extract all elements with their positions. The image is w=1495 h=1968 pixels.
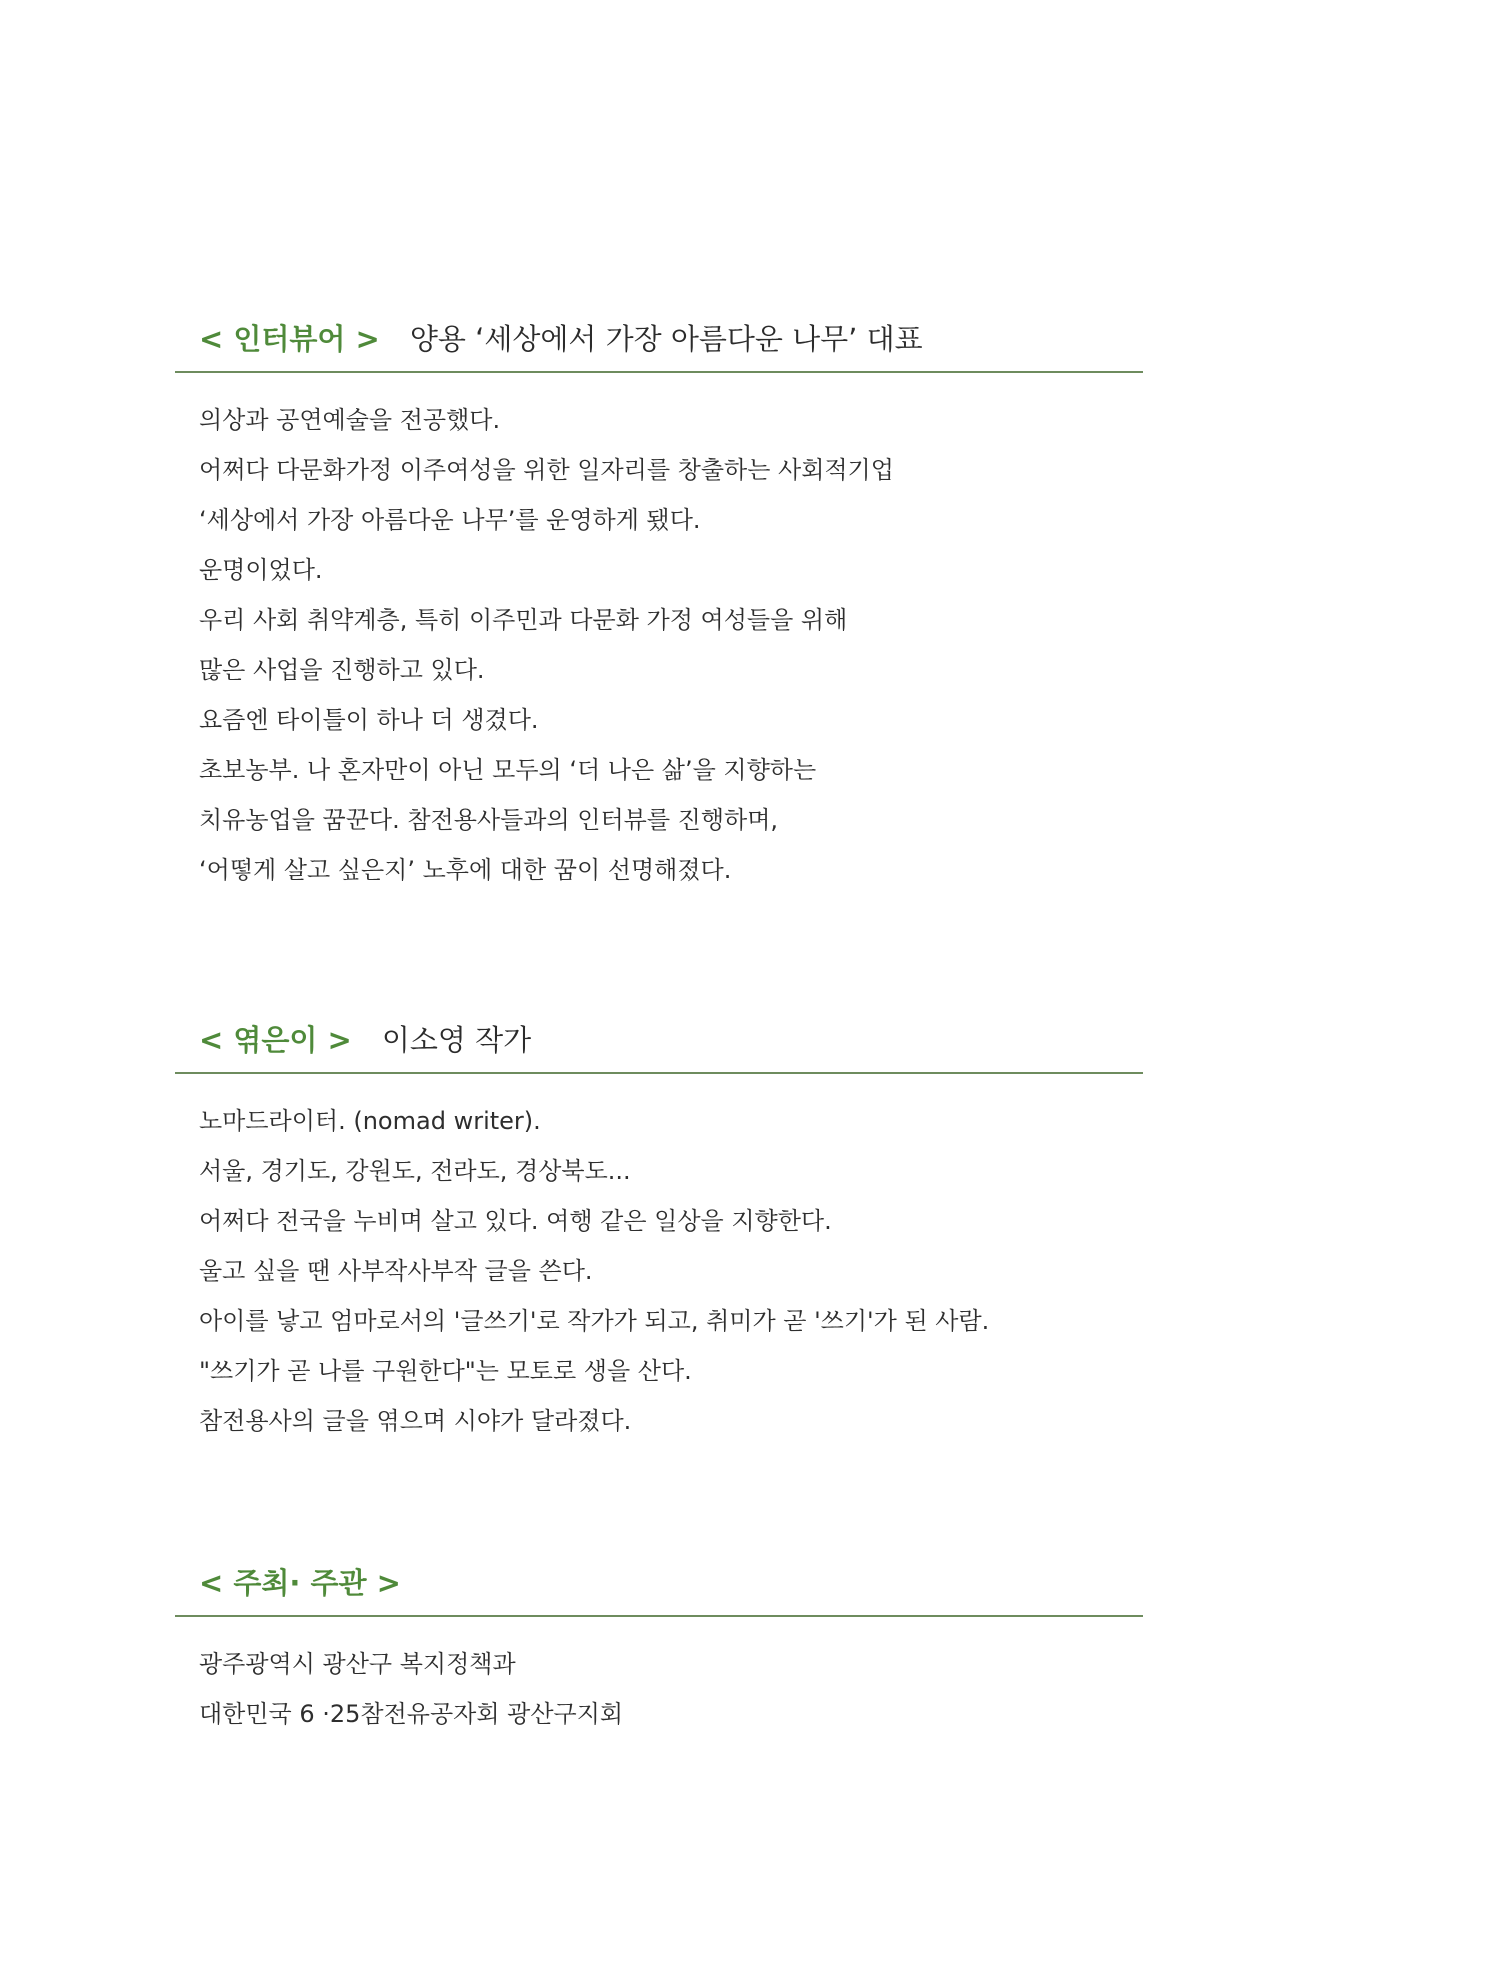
bio-line: 우리 사회 취약계층, 특히 이주민과 다문화 가정 여성들을 위해 bbox=[199, 606, 848, 634]
host-heading bbox=[175, 1557, 1143, 1617]
bio-line: 치유농업을 꿈꾼다. 참전용사들과의 인터뷰를 진행하며, bbox=[199, 806, 779, 834]
interviewer-bio bbox=[175, 373, 1143, 895]
interviewer-title: 양용 ‘세상에서 가장 아름다운 나무’ 대표 bbox=[409, 322, 923, 356]
host-list bbox=[175, 1617, 1143, 1739]
bio-line: 요즘엔 타이틀이 하나 더 생겼다. bbox=[199, 706, 539, 734]
editor-heading bbox=[175, 1014, 1143, 1074]
bio-line: 어쩌다 다문화가정 이주여성을 위한 일자리를 창출하는 사회적기업 bbox=[199, 456, 894, 484]
bio-line: 참전용사의 글을 엮으며 시야가 달라졌다. bbox=[199, 1407, 632, 1435]
bio-line: ‘어떻게 살고 싶은지’ 노후에 대한 꿈이 선명해졌다. bbox=[199, 856, 732, 884]
host-line: 광주광역시 광산구 복지정책과 bbox=[199, 1650, 516, 1678]
editor-bio bbox=[175, 1074, 1143, 1446]
bio-line: "쓰기가 곧 나를 구원한다"는 모토로 생을 산다. bbox=[199, 1357, 692, 1385]
host-line: 대한민국 6 ·25참전유공자회 광산구지회 bbox=[199, 1700, 624, 1728]
bio-line: 서울, 경기도, 강원도, 전라도, 경상북도... bbox=[199, 1157, 631, 1185]
bio-line: 어쩌다 전국을 누비며 살고 있다. 여행 같은 일상을 지향한다. bbox=[199, 1207, 832, 1235]
bio-line: 노마드라이터. (nomad writer). bbox=[199, 1107, 541, 1135]
bio-line: 초보농부. 나 혼자만이 아닌 모두의 ‘더 나은 삶’을 지향하는 bbox=[199, 756, 817, 784]
editor-section bbox=[175, 1014, 1143, 1446]
bio-line: 울고 싶을 땐 사부작사부작 글을 쓴다. bbox=[199, 1257, 593, 1285]
bio-line: 아이를 낳고 엄마로서의 '글쓰기'로 작가가 되고, 취미가 곧 '쓰기'가 된 사람. bbox=[199, 1307, 990, 1335]
host-section bbox=[175, 1557, 1143, 1739]
bio-line: 운명이었다. bbox=[199, 556, 323, 584]
editor-title: 이소영 작가 bbox=[381, 1023, 532, 1057]
host-tag: < 주최· 주관 > bbox=[199, 1566, 401, 1600]
bio-line: ‘세상에서 가장 아름다운 나무’를 운영하게 됐다. bbox=[199, 506, 701, 534]
interviewer-heading bbox=[175, 313, 1143, 373]
bio-line: 의상과 공연예술을 전공했다. bbox=[199, 406, 501, 434]
bio-line: 많은 사업을 진행하고 있다. bbox=[199, 656, 485, 684]
interviewer-tag: < 인터뷰어 > bbox=[199, 322, 380, 356]
editor-tag: < 엮은이 > bbox=[199, 1023, 352, 1057]
interviewer-section bbox=[175, 313, 1143, 895]
